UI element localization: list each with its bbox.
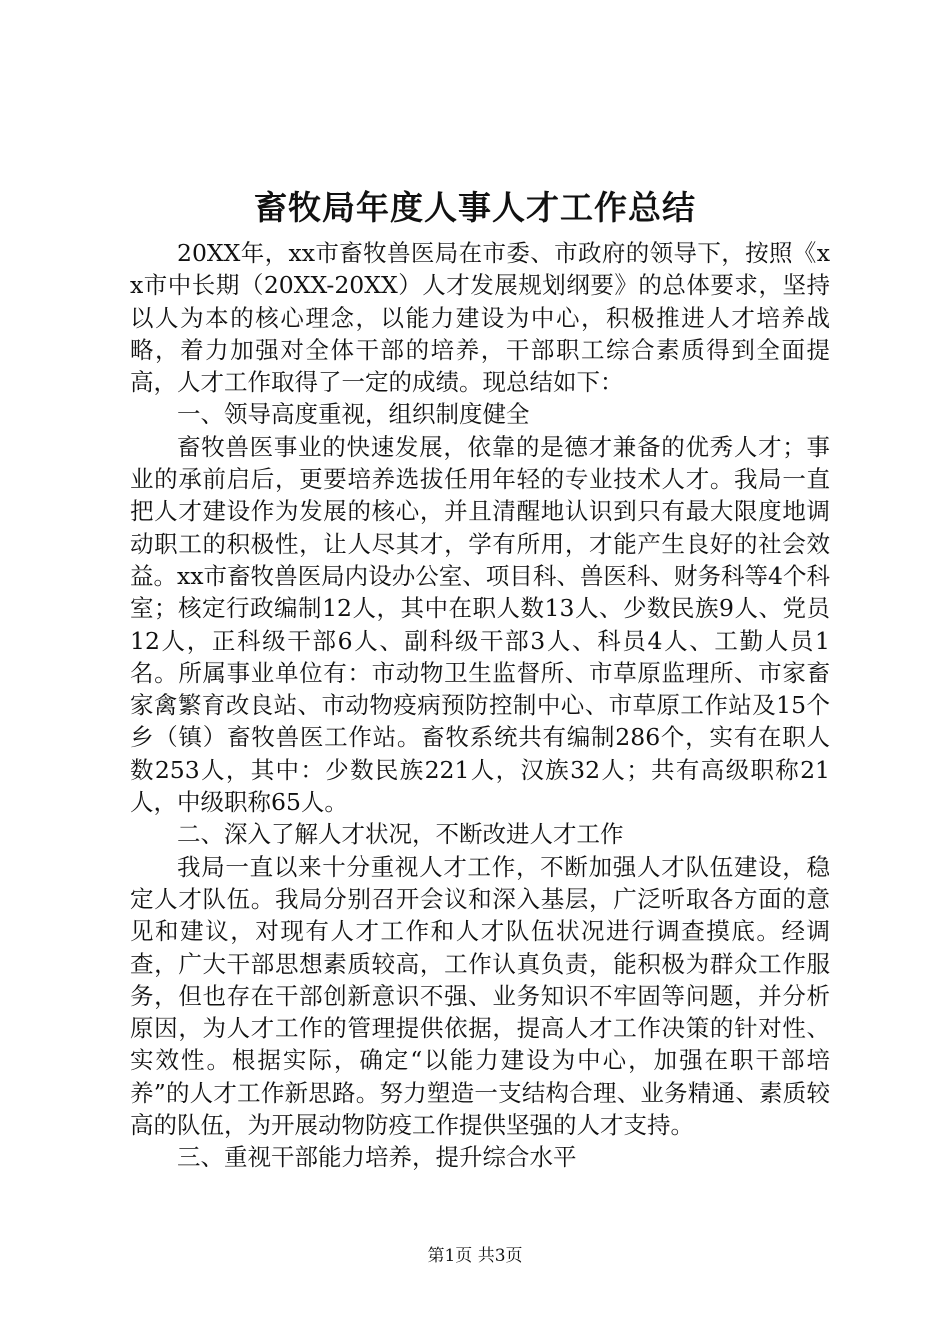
document-title: 畜牧局年度人事人才工作总结 [254,188,696,227]
section-heading-2: 二、深入了解人才状况，不断改进人才工作 [177,820,624,849]
intro-paragraph: 20XX年，xx市畜牧兽医局在市委、市政府的领导下，按照《xx市中长期（20XX-20XX）人才发展规划纲要》的总体要求，坚持以人为本的核心理念，以能力建设为中心，积极推进人才培养战略，着力加强对全体干部的培养，干部职工综合素质得到全面提高，人才工作取得了一定的成绩。现总结如下： [130,239,830,397]
section-heading-1: 一、领导高度重视，组织制度健全 [177,400,530,429]
page-footer: 第1页 共3页 [427,1246,523,1266]
section-heading-3: 三、重视干部能力培养，提升综合水平 [177,1143,577,1172]
document-body [130,237,830,1174]
section-2-paragraph: 我局一直以来十分重视人才工作，不断加强人才队伍建设，稳定人才队伍。我局分别召开会议和深入基层，广泛听取各方面的意见和建议，对现有人才工作和人才队伍状况进行调查摸底。经调查，广大干部思想素质较高，工作认真负责，能积极为群众工作服务，但也存在干部创新意识不强、业务知识不牢固等问题，并分析原因，为人才工作的管理提供依据，提高人才工作决策的针对性、实效性。根据实际，确定“以能力建设为中心，加强在职干部培养”的人才工作新思路。努力塑造一支结构合理、业务精通、素质较高的队伍，为开展动物防疫工作提供坚强的人才支持。 [130,852,830,1140]
section-1-paragraph: 畜牧兽医事业的快速发展，依靠的是德才兼备的优秀人才；事业的承前启后，更要培养选拔任用年轻的专业技术人才。我局一直把人才建设作为发展的核心，并且清醒地认识到只有最大限度地调动职工的积极性，让人尽其才，学有所用，才能产生良好的社会效益。xx市畜牧兽医局内设办公室、项目科、兽医科、财务科等4个科室；核定行政编制12人，其中在职人数13人、少数民族9人、党员12人，正科级干部6人、副科级干部3人、科员4人、工勤人员1名。所属事业单位有：市动物卫生监督所、市草原监理所、市家畜家禽繁育改良站、市动物疫病预防控制中心、市草原工作站及15个乡（镇）畜牧兽医工作站。畜牧系统共有编制286个，实有在职人数253人，其中：少数民族221人，汉族32人；共有高级职称21人，中级职称65人。 [130,432,830,817]
